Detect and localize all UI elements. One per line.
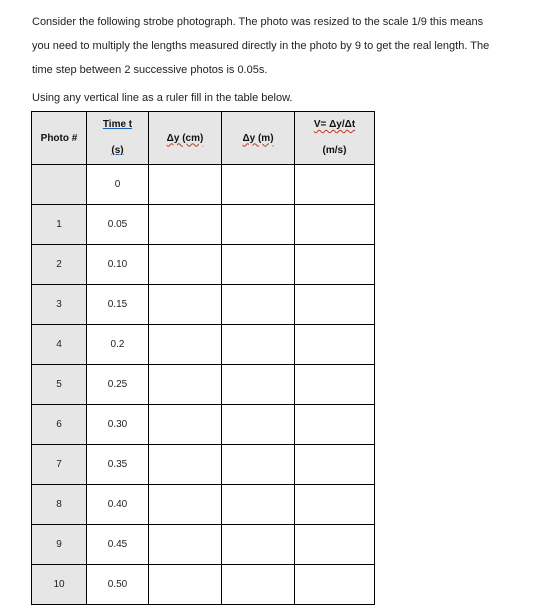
header-dy-m-label: Δy (m) [242,132,274,144]
header-velocity-label: V= Δy/Δt [313,119,356,130]
dy-m-input-cell[interactable] [222,165,295,205]
intro-paragraph [32,10,542,82]
photo-number-cell: 8 [32,485,87,525]
time-cell: 0 [87,165,149,205]
dy-cm-input-cell[interactable] [149,205,222,245]
velocity-input-cell[interactable] [295,165,375,205]
dy-m-input-cell[interactable] [222,245,295,285]
velocity-input-cell[interactable] [295,365,375,405]
time-cell: 0.05 [87,205,149,245]
photo-number-cell: 3 [32,285,87,325]
table-header-row [32,112,375,165]
dy-cm-input-cell[interactable] [149,285,222,325]
time-cell: 0.25 [87,365,149,405]
table-row [32,405,375,445]
table-row [32,445,375,485]
time-cell: 0.35 [87,445,149,485]
photo-number-cell [32,165,87,205]
header-photo-label: Photo # [40,132,78,144]
time-cell: 0.15 [87,285,149,325]
instruction-text: Using any vertical line as a ruler fill in the table below. [32,92,293,104]
dy-cm-input-cell[interactable] [149,405,222,445]
header-time [87,112,149,165]
time-cell: 0.40 [87,485,149,525]
header-dy-cm-label: Δy (cm) [166,132,204,144]
dy-m-input-cell[interactable] [222,525,295,565]
intro-line: you need to multiply the lengths measured directly in the photo by 9 to get the real length. The [32,40,490,52]
velocity-input-cell[interactable] [295,205,375,245]
time-cell: 0.2 [87,325,149,365]
velocity-input-cell[interactable] [295,445,375,485]
photo-number-cell: 2 [32,245,87,285]
header-photo [32,112,87,165]
dy-cm-input-cell[interactable] [149,525,222,565]
dy-cm-input-cell[interactable] [149,165,222,205]
dy-cm-input-cell[interactable] [149,365,222,405]
header-velocity [295,112,375,165]
dy-m-input-cell[interactable] [222,565,295,605]
dy-m-input-cell[interactable] [222,405,295,445]
photo-number-cell: 9 [32,525,87,565]
dy-cm-input-cell[interactable] [149,485,222,525]
time-cell: 0.10 [87,245,149,285]
velocity-input-cell[interactable] [295,525,375,565]
header-dy-cm [149,112,222,165]
time-cell: 0.30 [87,405,149,445]
table-row [32,325,375,365]
header-dy-m [222,112,295,165]
photo-number-cell: 1 [32,205,87,245]
header-time-label: Time t [102,119,133,130]
header-velocity-unit: (m/s) [322,145,347,156]
velocity-input-cell[interactable] [295,405,375,445]
photo-number-cell: 5 [32,365,87,405]
time-cell: 0.45 [87,525,149,565]
intro-line: Consider the following strobe photograph. The photo was resized to the scale 1/9 this means [32,16,484,28]
intro-line: time step between 2 successive photos is 0.05s. [32,64,268,76]
table-row [32,565,375,605]
photo-number-cell: 4 [32,325,87,365]
table-row [32,285,375,325]
dy-cm-input-cell[interactable] [149,325,222,365]
dy-m-input-cell[interactable] [222,325,295,365]
velocity-input-cell[interactable] [295,485,375,525]
table-row [32,365,375,405]
dy-m-input-cell[interactable] [222,445,295,485]
table-row [32,525,375,565]
dy-m-input-cell[interactable] [222,365,295,405]
header-time-unit: (s) [111,145,124,156]
data-table [31,111,375,605]
velocity-input-cell[interactable] [295,245,375,285]
velocity-input-cell[interactable] [295,565,375,605]
table-row [32,205,375,245]
photo-number-cell: 10 [32,565,87,605]
table-row [32,165,375,205]
velocity-input-cell[interactable] [295,285,375,325]
photo-number-cell: 7 [32,445,87,485]
table-row [32,485,375,525]
dy-cm-input-cell[interactable] [149,565,222,605]
velocity-input-cell[interactable] [295,325,375,365]
dy-cm-input-cell[interactable] [149,445,222,485]
photo-number-cell: 6 [32,405,87,445]
dy-m-input-cell[interactable] [222,285,295,325]
table-row [32,245,375,285]
dy-m-input-cell[interactable] [222,485,295,525]
dy-m-input-cell[interactable] [222,205,295,245]
dy-cm-input-cell[interactable] [149,245,222,285]
time-cell: 0.50 [87,565,149,605]
